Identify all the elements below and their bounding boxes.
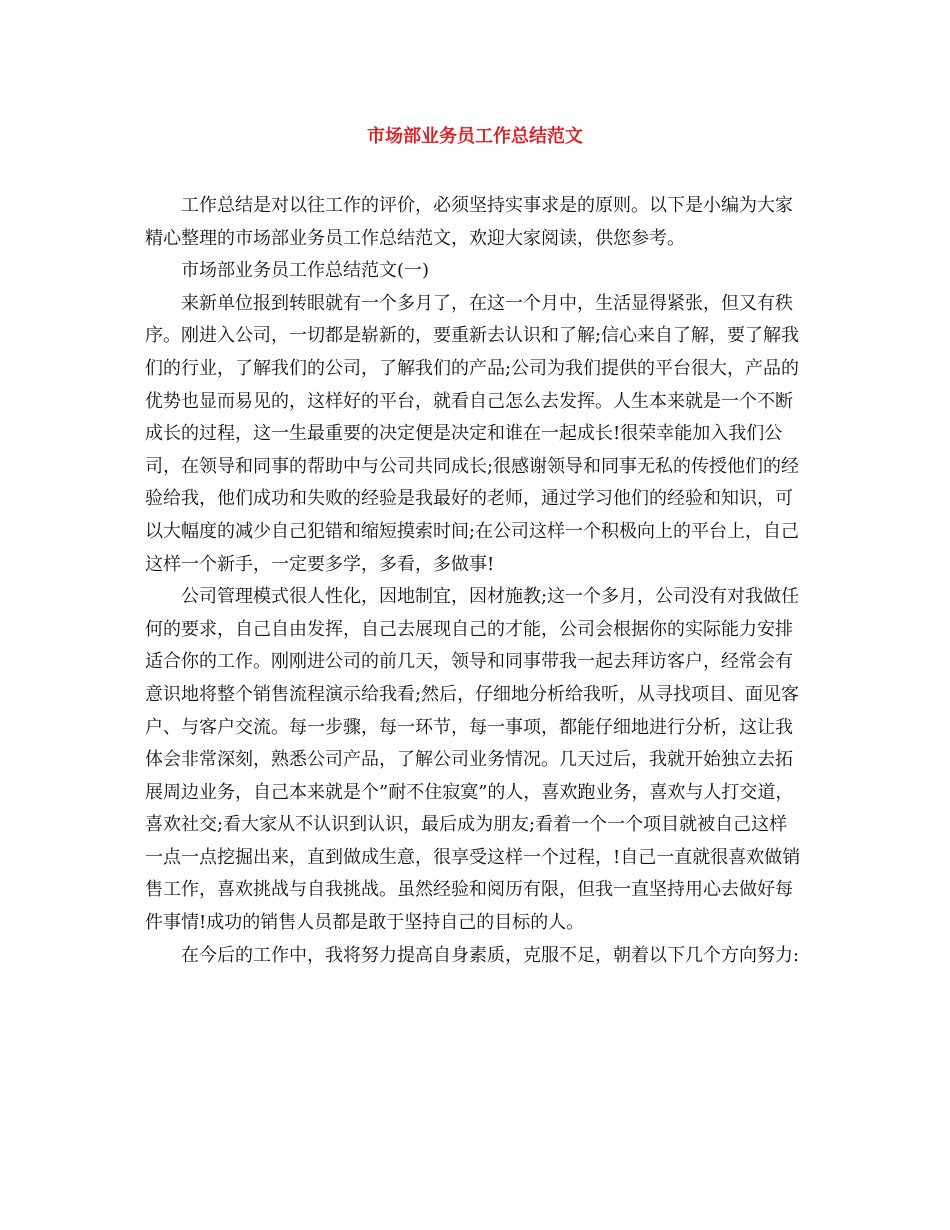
- body-paragraph-1: 来新单位报到转眼就有一个多月了，在这一个月中，生活显得紧张，但又有秩序。刚进入公司，一切都是崭新的，要重新去认识和了解;信心来自了解，要了解我们的行业，了解我们的公司，了解我们的产品;公司为我们提供的平台很大，产品的优势也显而易见的，这样好的平台，就看自己怎么去发挥。人生本来就是一个不断成长的过程，这一生最重要的决定便是决定和谁在一起成长!很荣幸能加入我们公司，在领导和同事的帮助中与公司共同成长;很感谢领导和同事无私的传授他们的经验给我，他们成功和失败的经验是我最好的老师，通过学习他们的经验和知识，可以大幅度的减少自己犯错和缩短摸索时间;在公司这样一个积极向上的平台上，自己这样一个新手，一定要多学，多看，多做事!: [145, 292, 800, 575]
- body-paragraph-3: 在今后的工作中，我将努力提高自身素质，克服不足，朝着以下几个方向努力:: [181, 944, 800, 966]
- intro-paragraph: 工作总结是对以往工作的评价，必须坚持实事求是的原则。以下是小编为大家精心整理的市场部业务员工作总结范文，欢迎大家阅读，供您参考。: [145, 195, 793, 249]
- section-heading: 市场部业务员工作总结范文(一): [181, 260, 430, 282]
- document-body: [145, 190, 805, 972]
- body-paragraph-2: 公司管理模式很人性化，因地制宜，因材施教;这一个多月，公司没有对我做任何的要求，自己自由发挥，自己去展现自己的才能，公司会根据你的实际能力安排适合你的工作。刚刚进公司的前几天，领导和同事带我一起去拜访客户，经常会有意识地将整个销售流程演示给我看;然后，仔细地分析给我听，从寻找项目、面见客户、与客户交流。每一步骤，每一环节，每一事项，都能仔细地进行分析，这让我体会非常深刻，熟悉公司产品，了解公司业务情况。几天过后，我就开始独立去拓展周边业务，自己本来就是个”耐不住寂寞”的人，喜欢跑业务，喜欢与人打交道，喜欢社交;看大家从不认识到认识，最后成为朋友;看着一个一个项目就被自己这样一点一点挖掘出来，直到做成生意，很享受这样一个过程，!自己一直就很喜欢做销售工作，喜欢挑战与自我挑战。虽然经验和阅历有限，但我一直坚持用心去做好每件事情!成功的销售人员都是敢于坚持自己的目标的人。: [145, 586, 801, 934]
- document-title: 市场部业务员工作总结范文: [367, 126, 583, 147]
